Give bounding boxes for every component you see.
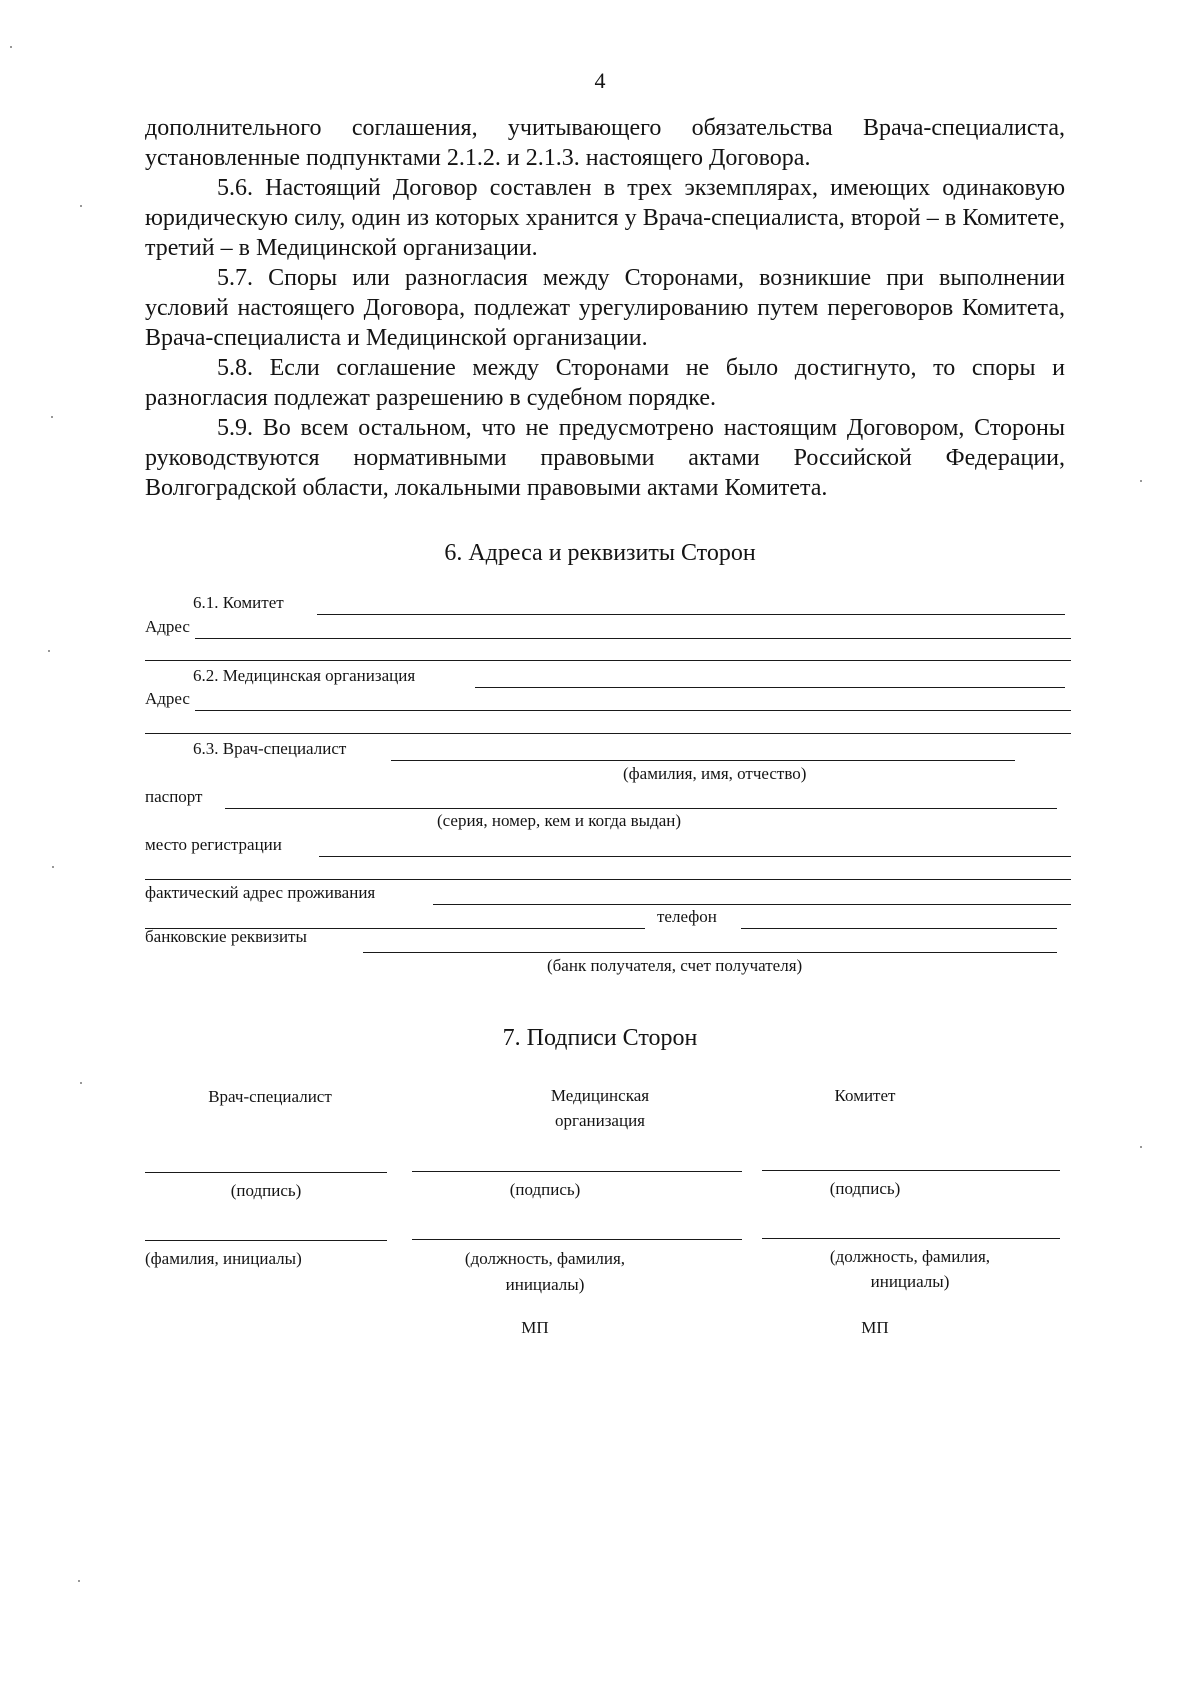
committee-stamp-place: МП bbox=[861, 1318, 889, 1337]
med-org-address-label: Адрес bbox=[145, 689, 190, 708]
paragraph-5-9: 5.9. Во всем остальном, что не предусмотрено настоящим Договором, Стороны руководствуются нормативными правовыми актами Российской Федерации, Волгоградской области, локальными правовыми актами Комитета. bbox=[145, 415, 1065, 501]
committee-signature-line[interactable] bbox=[762, 1170, 1060, 1171]
registration-label: место регистрации bbox=[145, 835, 282, 854]
committee-signature-caption: (подпись) bbox=[829, 1179, 901, 1198]
page-number: 4 bbox=[594, 68, 606, 93]
scan-speck bbox=[10, 46, 12, 48]
bank-row bbox=[145, 929, 1065, 953]
paragraph-continuation: дополнительного соглашения, учитывающего обязательства Врача-специалиста, установленные подпунктами 2.1.2. и 2.1.3. настоящего Договора. bbox=[145, 115, 1065, 171]
committee-address-line-2[interactable] bbox=[145, 660, 1071, 661]
med-org-signatory-title-2: организация bbox=[555, 1111, 645, 1130]
passport-label: паспорт bbox=[145, 787, 203, 806]
bank-caption: (банк получателя, счет получателя) bbox=[547, 956, 803, 975]
med-org-name-line[interactable] bbox=[412, 1239, 742, 1240]
scan-speck bbox=[80, 205, 82, 207]
committee-address-label: Адрес bbox=[145, 617, 190, 636]
paragraph-5-7: 5.7. Споры или разногласия между Сторонами, возникшие при выполнении условий настоящего Договора, подлежат урегулированию путем переговоров Комитета, Врача-специалиста и Медицинской организации. bbox=[145, 265, 1065, 351]
scan-speck bbox=[78, 1580, 80, 1582]
committee-signatory-title: Комитет bbox=[834, 1086, 896, 1105]
doctor-row bbox=[145, 737, 1065, 761]
doctor-signatory-title: Врач-специалист bbox=[208, 1087, 332, 1106]
doctor-name-caption: (фамилия, инициалы) bbox=[145, 1249, 302, 1268]
bank-line[interactable] bbox=[363, 952, 1057, 953]
actual-address-row bbox=[145, 881, 1065, 905]
phone-row bbox=[145, 905, 1065, 929]
paragraph-5-6: 5.6. Настоящий Договор составлен в трех экземплярах, имеющих одинаковую юридическую силу, один из которых хранится у Врача-специалиста, второй – в Комитете, третий – в Медицинской организации. bbox=[145, 175, 1065, 261]
committee-address-row bbox=[145, 615, 1065, 639]
fio-caption: (фамилия, имя, отчество) bbox=[623, 764, 807, 783]
doctor-signature-line[interactable] bbox=[145, 1172, 387, 1173]
paragraph-5-8: 5.8. Если соглашение между Сторонами не было достигнуто, то споры и разногласия подлежат разрешению в судебном порядке. bbox=[145, 355, 1065, 411]
scan-speck bbox=[1140, 1146, 1142, 1148]
committee-name-caption-2: инициалы) bbox=[870, 1272, 950, 1291]
committee-row bbox=[145, 591, 1065, 615]
passport-caption: (серия, номер, кем и когда выдан) bbox=[437, 811, 682, 830]
med-org-label: 6.2. Медицинская организация bbox=[193, 666, 416, 685]
med-org-name-caption-1: (должность, фамилия, bbox=[464, 1249, 626, 1268]
committee-name-line[interactable] bbox=[762, 1238, 1060, 1239]
committee-label: 6.1. Комитет bbox=[193, 593, 284, 612]
doctor-signature-caption: (подпись) bbox=[230, 1181, 302, 1200]
med-org-signatory-title-1: Медицинская bbox=[550, 1086, 650, 1105]
bank-label: банковские реквизиты bbox=[145, 927, 307, 946]
doctor-fio-line[interactable] bbox=[391, 760, 1015, 761]
contract-clauses bbox=[145, 113, 1065, 503]
med-org-name-caption-2: инициалы) bbox=[505, 1275, 585, 1294]
doctor-label: 6.3. Врач-специалист bbox=[193, 739, 347, 758]
med-org-address-line-2[interactable] bbox=[145, 733, 1071, 734]
med-org-address-row-2 bbox=[145, 710, 1065, 734]
passport-line[interactable] bbox=[225, 808, 1057, 809]
registration-row bbox=[145, 833, 1065, 857]
scan-speck bbox=[52, 866, 54, 868]
scan-speck bbox=[48, 650, 50, 652]
actual-address-label: фактический адрес проживания bbox=[145, 883, 376, 902]
committee-name-caption-1: (должность, фамилия, bbox=[829, 1247, 991, 1266]
section-7-title: 7. Подписи Сторон bbox=[502, 1025, 698, 1051]
scan-speck bbox=[80, 1082, 82, 1084]
med-org-stamp-place: МП bbox=[521, 1318, 549, 1337]
committee-address-row-2 bbox=[145, 637, 1065, 661]
phone-label: телефон bbox=[657, 907, 717, 926]
scan-speck bbox=[1140, 480, 1142, 482]
med-org-signature-caption: (подпись) bbox=[509, 1180, 581, 1199]
med-org-address-row bbox=[145, 687, 1065, 711]
registration-row-2 bbox=[145, 856, 1065, 880]
med-org-row bbox=[145, 664, 1065, 688]
section-6-title: 6. Адреса и реквизиты Сторон bbox=[444, 540, 756, 566]
passport-row bbox=[145, 785, 1065, 809]
registration-line-2[interactable] bbox=[145, 879, 1071, 880]
doctor-name-line[interactable] bbox=[145, 1240, 387, 1241]
scan-speck bbox=[51, 416, 53, 418]
med-org-signature-line[interactable] bbox=[412, 1171, 742, 1172]
